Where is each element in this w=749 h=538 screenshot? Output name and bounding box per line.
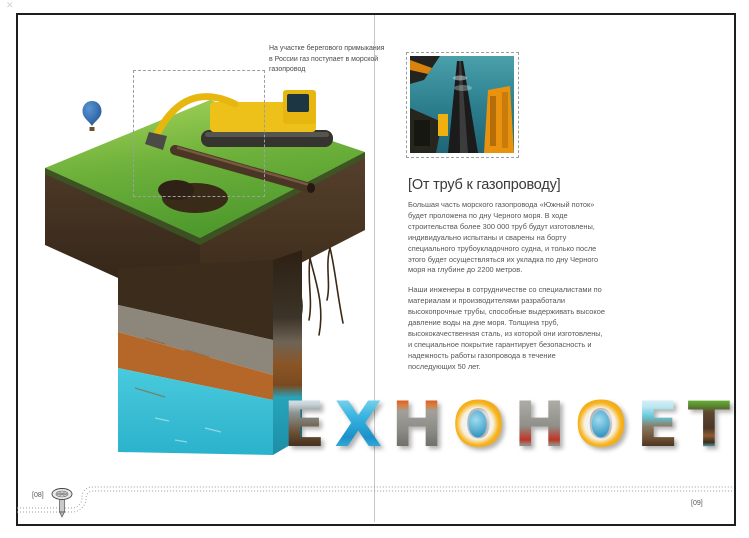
letter-block: Е — [636, 388, 679, 461]
page-number-right: [09] — [691, 500, 703, 507]
pipelay-vessel-photo — [410, 56, 514, 153]
stinger-structure — [484, 86, 514, 153]
letter-block: О — [574, 388, 628, 461]
excavator-window — [287, 94, 309, 112]
letter-block: Т — [687, 388, 731, 461]
article-body — [408, 200, 605, 382]
annotation-line: в России газ поступает в морской — [269, 55, 379, 63]
annotation-line: На участке берегового примыкания — [269, 45, 385, 52]
annotation-line: газопровод — [269, 66, 306, 73]
page-number-left: [08] — [32, 492, 44, 499]
letter-block: О — [452, 388, 505, 461]
3d-letter-strip — [283, 388, 731, 461]
stem — [118, 250, 302, 455]
article-headline: [От труб к газопроводу] — [408, 177, 561, 193]
dotted-route-line — [16, 482, 734, 516]
letter-block: Н — [513, 388, 566, 461]
callout-dashed-frame — [133, 70, 265, 197]
letter-block: Х — [334, 388, 383, 461]
paragraph-2: Наши инженеры в сотрудничестве со специалистами по материалам и производителями разработали высокопрочные трубы, способные выдерживать высокое давление воды на дне моря. Толщина труб, высококачественная сталь, из которой они изготовлены, и специальное покрытие гарантирует безопасность и надежность работы газопровода в течение последующих 50 лет. — [408, 285, 605, 371]
crop-mark: ✕ — [6, 0, 14, 10]
deck-equipment — [438, 114, 448, 136]
screw-icon — [50, 486, 74, 518]
annotation-caption — [269, 44, 419, 76]
hot-air-balloon — [83, 101, 102, 131]
paragraph-1: Большая часть морского газопровода «Южный поток» будет проложена по дну Черного моря. В ходе строительства более 300 000 труб будут изготовлены, индивидуально испытаны и сварены на борту специального трубоукладочного судна, и только после этого будет осуществляться их укладка по дну Черного моря на глубине до 2200 метров. — [408, 200, 599, 275]
letter-block: Н — [391, 388, 444, 461]
letter-block: Е — [283, 388, 326, 461]
